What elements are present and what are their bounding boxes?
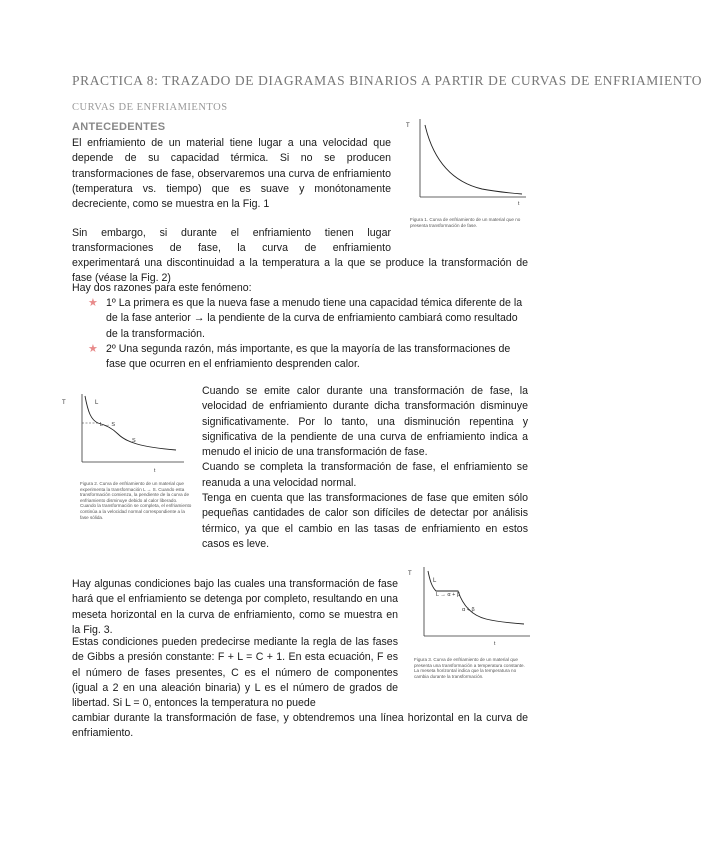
paragraph-complete: Cuando se completa la transformación de fase, el enfriamiento se reanuda a una velocidad normal. [202, 461, 528, 489]
fig2-y-label: T [62, 400, 66, 406]
paragraph-gibbs: Estas condiciones pueden predecirse mediante la regla de las fases de Gibbs a presión constante: F + L = C + 1. En esta ecuación, F es el número de fases presentes, C es el número de componentes (igual a 2 en una aleación binaria) y L es el número de grados de libertad. Si L = 0, entonces la temperatura no puede [72, 636, 398, 710]
list-item-text: 2º Una segunda razón, más importante, es que la mayoría de las transformaciones de fase que ocurren en el enfriamiento desprenden calor. [106, 342, 511, 371]
list-item [86, 342, 528, 373]
figure-3-caption: Figura 3. Curva de enfriamiento de un material que presenta una transformación a temperatura constante. La meseta horizontal indica que la temperatura no cambia durante la transformación. [414, 657, 525, 679]
star-bullet-icon: ★ [88, 297, 98, 309]
page-title: PRACTICA 8: TRAZADO DE DIAGRAMAS BINARIOS A PARTIR DE CURVAS DE ENFRIAMIENTO [72, 73, 702, 88]
figure-3 [406, 563, 534, 649]
section-subtitle: CURVAS DE ENFRIAMIENTOS [72, 102, 228, 113]
list-item-text: 1º La primera es que la nueva fase a menudo tiene una capacidad témica diferente de la de la fase anterior → la pendiente de la curva de enfriamiento cambiará como resultado de la transformación. [106, 297, 523, 340]
fig3-label-lab: L → α + β [436, 592, 461, 598]
figure-1-graph [398, 115, 533, 207]
paragraph-reasons: Hay dos razones para este fenómeno: [72, 282, 252, 294]
paragraph-2-line-2: transformaciones de fase, la curva de enfriamiento [72, 242, 391, 254]
fig2-label-s: S [132, 438, 136, 444]
list-item [86, 296, 528, 342]
paragraph-2-line-1: Sin embargo, si durante el enfriamiento tienen lugar [72, 227, 391, 239]
section-heading: ANTECEDENTES [72, 121, 166, 133]
reasons-list [86, 296, 528, 372]
fig3-y-label: T [408, 571, 412, 577]
fig2-label-l: L [95, 400, 99, 406]
fig3-x-label: t [494, 641, 496, 647]
fig2-label-ls: L → S [100, 422, 116, 428]
paragraph-plateau: Hay algunas condiciones bajo las cuales una transformación de fase hará que el enfriamiento se detenga por completo, resultando en una meseta horizontal en la curva de enfriamiento, como se muestra en la Fig. 3. [72, 578, 398, 636]
figure-2 [60, 390, 190, 476]
fig1-cooling-curve [425, 125, 522, 194]
figure-1 [398, 115, 533, 207]
paragraph-heat-emission [202, 384, 528, 552]
figure-2-caption: Figura 2. Curva de enfriamiento de un material que experimenta la transformación L → S. Cuando esta transformación comienza, la pendiente de la curva de enfriamiento disminuye debido al calor liberado. Cuando la transformación se completa, el enfriamiento continúa a la velocidad normal correspondiente a la fase sólida. [80, 481, 192, 520]
paragraph-heat: Cuando se emite calor durante una transformación de fase, la velocidad de enfriamiento durante dicha transformación disminuye significativamente. Por lo tanto, una disminución repentina y significativa de la pendiente de una curva de enfriamiento indica a menudo el inicio de una transformación de fase. [202, 385, 528, 459]
fig1-x-label: t [518, 201, 520, 207]
star-bullet-icon: ★ [88, 342, 98, 355]
figure-2-graph [60, 390, 190, 476]
paragraph-gibbs-rest: cambiar durante la transformación de fase, y obtendremos una línea horizontal en la curva de enfriamiento. [72, 712, 528, 740]
fig1-y-label: T [406, 123, 410, 129]
fig3-label-ab: α + β [462, 607, 475, 613]
fig2-cooling-curve [85, 396, 176, 450]
fig3-label-l: L [433, 578, 437, 584]
paragraph-intro: El enfriamiento de un material tiene lugar a una velocidad que depende de su capacidad térmica. Si no se producen transformaciones de fase, observaremos una curva de enfriamiento (temperatura vs. tiempo) que es suave y monótonamente decreciente, como se muestra en la Fig. 1 [72, 137, 391, 211]
fig2-x-label: t [154, 468, 156, 474]
figure-1-caption: Figura 1. Curva de enfriamiento de un material que no presenta transformación de fase. [410, 217, 521, 228]
paragraph-2-rest: experimentará una discontinuidad a la temperatura a la que se produce la transformación de fase (véase la Fig. 2) [72, 257, 528, 285]
figure-3-graph [406, 563, 534, 649]
paragraph-small-heat: Tenga en cuenta que las transformaciones de fase que emiten sólo pequeñas cantidades de calor son difíciles de detectar por análisis térmico, ya que el cambio en las tasas de enfriamiento en estos casos es leve. [202, 492, 528, 550]
